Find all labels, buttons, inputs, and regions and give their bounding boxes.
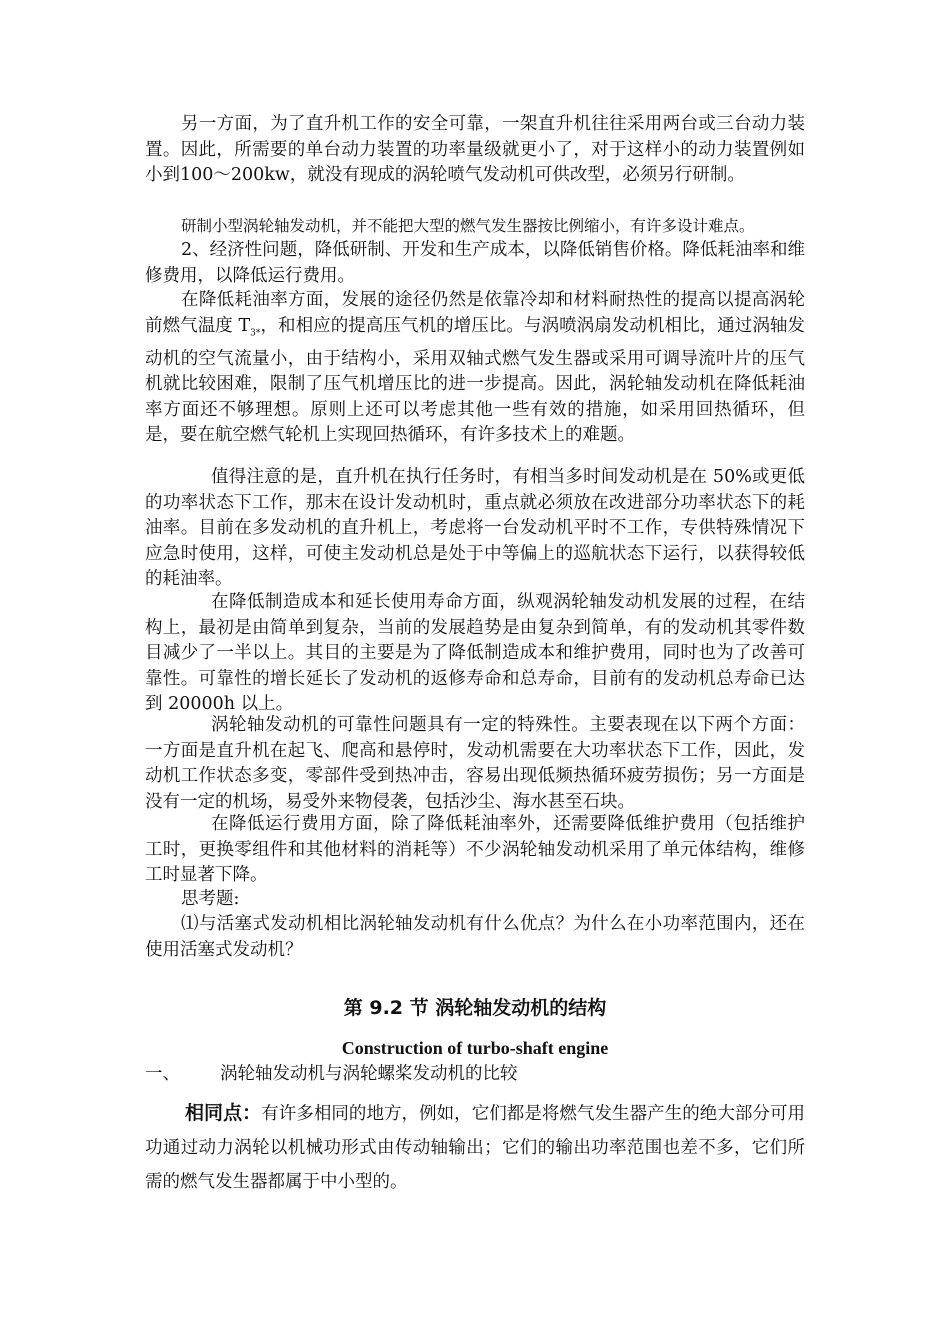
section-title: 第 9.2 节 涡轮轴发动机的结构 bbox=[343, 997, 607, 1019]
question-1: ⑴与活塞式发动机相比涡轮轴发动机有什么优点？为什么在小功率范围内，还在使用活塞式发动机？ bbox=[145, 914, 805, 960]
list-item-number: 一、 bbox=[145, 1064, 180, 1084]
similar-label: 相同点： bbox=[185, 1102, 262, 1124]
paragraph-cost-life: 在降低制造成本和延长使用寿命方面，纵观涡轮轴发动机发展的过程，在结构上，最初是由简单到复杂，当前的发展趋势是由复杂到简单，有的发动机其零件数目减少了一半以上。其目的主要是为了降低制造成本和维护费用，同时也为了改善可靠性。可靠性的增长延长了发动机的返修寿命和总寿命，目前有的发动机总寿命已达到 20000h 以上。 bbox=[145, 592, 805, 715]
similar-text: 有许多相同的地方，例如，它们都是将燃气发生器产生的绝大部分可用功通过动力涡轮以机械功形式由传动轴输出；它们的输出功率范围也差不多，它们所需的燃气发生器都属于中小型的。 bbox=[145, 1104, 805, 1192]
paragraph-partial-power: 值得注意的是，直升机在执行任务时，有相当多时间发动机是在 50%或更低的功率状态下工作，那末在设计发动机时，重点就必须放在改进部分功率状态下的耗油率。目前在多发动机的直升机上，考虑将一台发动机平时不工作，专供特殊情况下应急时使用，这样，可使主发动机总是处于中等偏上的巡航状态下运行，以获得较低的耗油率。 bbox=[145, 467, 805, 590]
think-questions-label: 思考题: bbox=[181, 889, 240, 909]
section-english-title: Construction of turbo-shaft engine bbox=[341, 1038, 609, 1058]
list-item-comparison bbox=[145, 1062, 805, 1088]
paragraph-operating-cost: 在降低运行费用方面，除了降低耗油率外，还需要降低维护费用（包括维护工时，更换零组件和其他材料的消耗等）不少涡轮轴发动机采用了单元体结构，维修工时显著下降。 bbox=[145, 814, 805, 886]
paragraph-dual-engine: 另一方面，为了直升机工作的安全可靠，一架直升机往往采用两台或三台动力装置。因此，所需要的单台动力装置的功率量级就更小了，对于这样小的动力装置例如小到100～200kw，就没有现成的涡轮喷气发动机可供改型，必须另行研制。 bbox=[145, 114, 805, 186]
paragraph-reliability: 涡轮轴发动机的可靠性问题具有一定的特殊性。主要表现在以下两个方面：一方面是直升机在起飞、爬高和悬停时，发动机需要在大功率状态下工作，因此，发动机工作状态多变，零部件受到热冲击，容易出现低频热循环疲劳损伤；另一方面是没有一定的机场，易受外来物侵袭，包括沙尘、海水甚至石块。 bbox=[145, 715, 805, 812]
paragraph-small-engine-difficulty: 研制小型涡轮轴发动机，并不能把大型的燃气发生器按比例缩小，有许多设计难点。 bbox=[181, 217, 755, 235]
paragraph-economy: 2、经济性问题，降低研制、开发和生产成本，以降低销售价格。降低耗油率和维修费用，以降低运行费用。 bbox=[145, 240, 805, 286]
subscript-t3: 3* bbox=[250, 328, 261, 339]
paragraph-similarities bbox=[145, 1096, 805, 1199]
paragraph-fuel-consumption: 在降低耗油率方面，发展的途径仍然是依靠冷却和材料耐热性的提高以提高涡轮前燃气温度 $T_{3*}$，和相应的提高压气机的增压比。与涡喷涡扇发动机相比，通过涡轴发动机的空气流量小，由于结构小，采用双轴式燃气发生器或采用可调导流叶片的压气机就比较困难，限制了压气机增压比的进一步提高。因此，涡轮轴发动机在降低耗油率方面还不够理想。原则上还可以考虑其他一些有效的措施，如采用回热循环，但是，要在航空燃气轮机上实现回热循环，有许多技术上的难题。 bbox=[145, 290, 805, 446]
list-item-text: 涡轮轴发动机与涡轮螺桨发动机的比较 bbox=[220, 1064, 518, 1084]
